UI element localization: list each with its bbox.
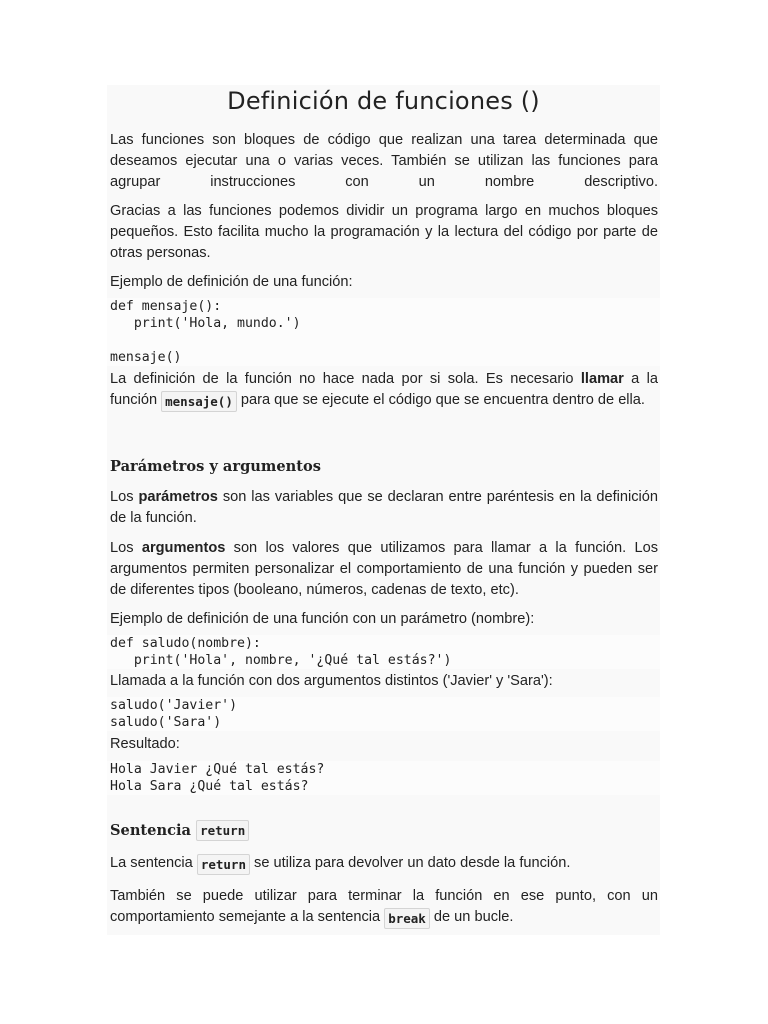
intro-paragraph-2: Gracias a las funciones podemos dividir un programa largo en muchos bloques pequeños. Esto facilita mucho la programación y la lectura del código por parte de otras personas. [110,203,658,261]
code-block-result: Hola Javier ¿Qué tal estás? Hola Sara ¿Qué tal estás? [107,761,660,795]
return-heading-text: Sentencia [110,822,191,839]
section-heading-parametros: Parámetros y argumentos [110,458,321,475]
argumentos-text: Los [110,540,142,556]
code-block-saludo-call: saludo('Javier') saludo('Sara') [107,697,660,731]
call-note-text: para que se ejecute el código que se encuentra dentro de ella. [236,392,645,408]
document-page [107,85,660,935]
intro-paragraph-3: Ejemplo de definición de una función: [110,274,353,290]
inline-code-return: return [197,854,250,875]
return-text: También se puede utilizar para terminar la función en ese punto, con un comportamiento semejante a la sentencia [110,888,658,925]
parametros-text: son las variables que se declaran entre paréntesis en la definición de la función. [110,489,658,526]
code-block-mensaje: def mensaje(): print('Hola, mundo.') mensaje() [107,298,660,366]
inline-code-break: break [384,908,430,929]
argumentos-bold: argumentos [141,540,226,556]
return-paragraph-1 [110,853,658,875]
call-note-text: a la función [110,371,658,408]
section-heading-return [110,820,249,842]
return-text: de un bucle. [429,909,514,925]
call-note-paragraph [110,369,658,412]
parametros-paragraph [110,487,658,529]
result-label: Resultado: [110,736,180,752]
inline-code-return-heading: return [196,820,249,841]
return-text: La sentencia [110,855,197,871]
parametros-text: Los [110,489,139,505]
param-example-label: Ejemplo de definición de una función con un parámetro (nombre): [110,611,535,627]
call-note-text: La definición de la función no hace nada por si sola. Es necesario [110,371,581,387]
page-title: Definición de funciones () [227,87,540,115]
intro-paragraph-1: Las funciones son bloques de código que realizan una tarea determinada que deseamos ejecutar una o varias veces. También se utilizan las funciones para agrupar instrucciones con un nombre descriptivo. [110,132,658,190]
return-paragraph-2 [110,886,658,929]
argumentos-text: son los valores que utilizamos para llamar a la función. Los argumentos permiten personalizar el comportamiento de una función y pueden ser de diferentes tipos (booleano, números, cadenas de texto, etc). [110,540,659,598]
call-note-bold: llamar [580,371,624,387]
code-block-saludo-def: def saludo(nombre): print('Hola', nombre, '¿Qué tal estás?') [107,635,660,669]
call-example-label: Llamada a la función con dos argumentos distintos ('Javier' y 'Sara'): [110,673,553,689]
inline-code-mensaje: mensaje() [161,391,237,412]
argumentos-paragraph [110,538,658,601]
parametros-bold: parámetros [138,489,218,505]
return-text: se utiliza para devolver un dato desde la función. [249,855,571,871]
